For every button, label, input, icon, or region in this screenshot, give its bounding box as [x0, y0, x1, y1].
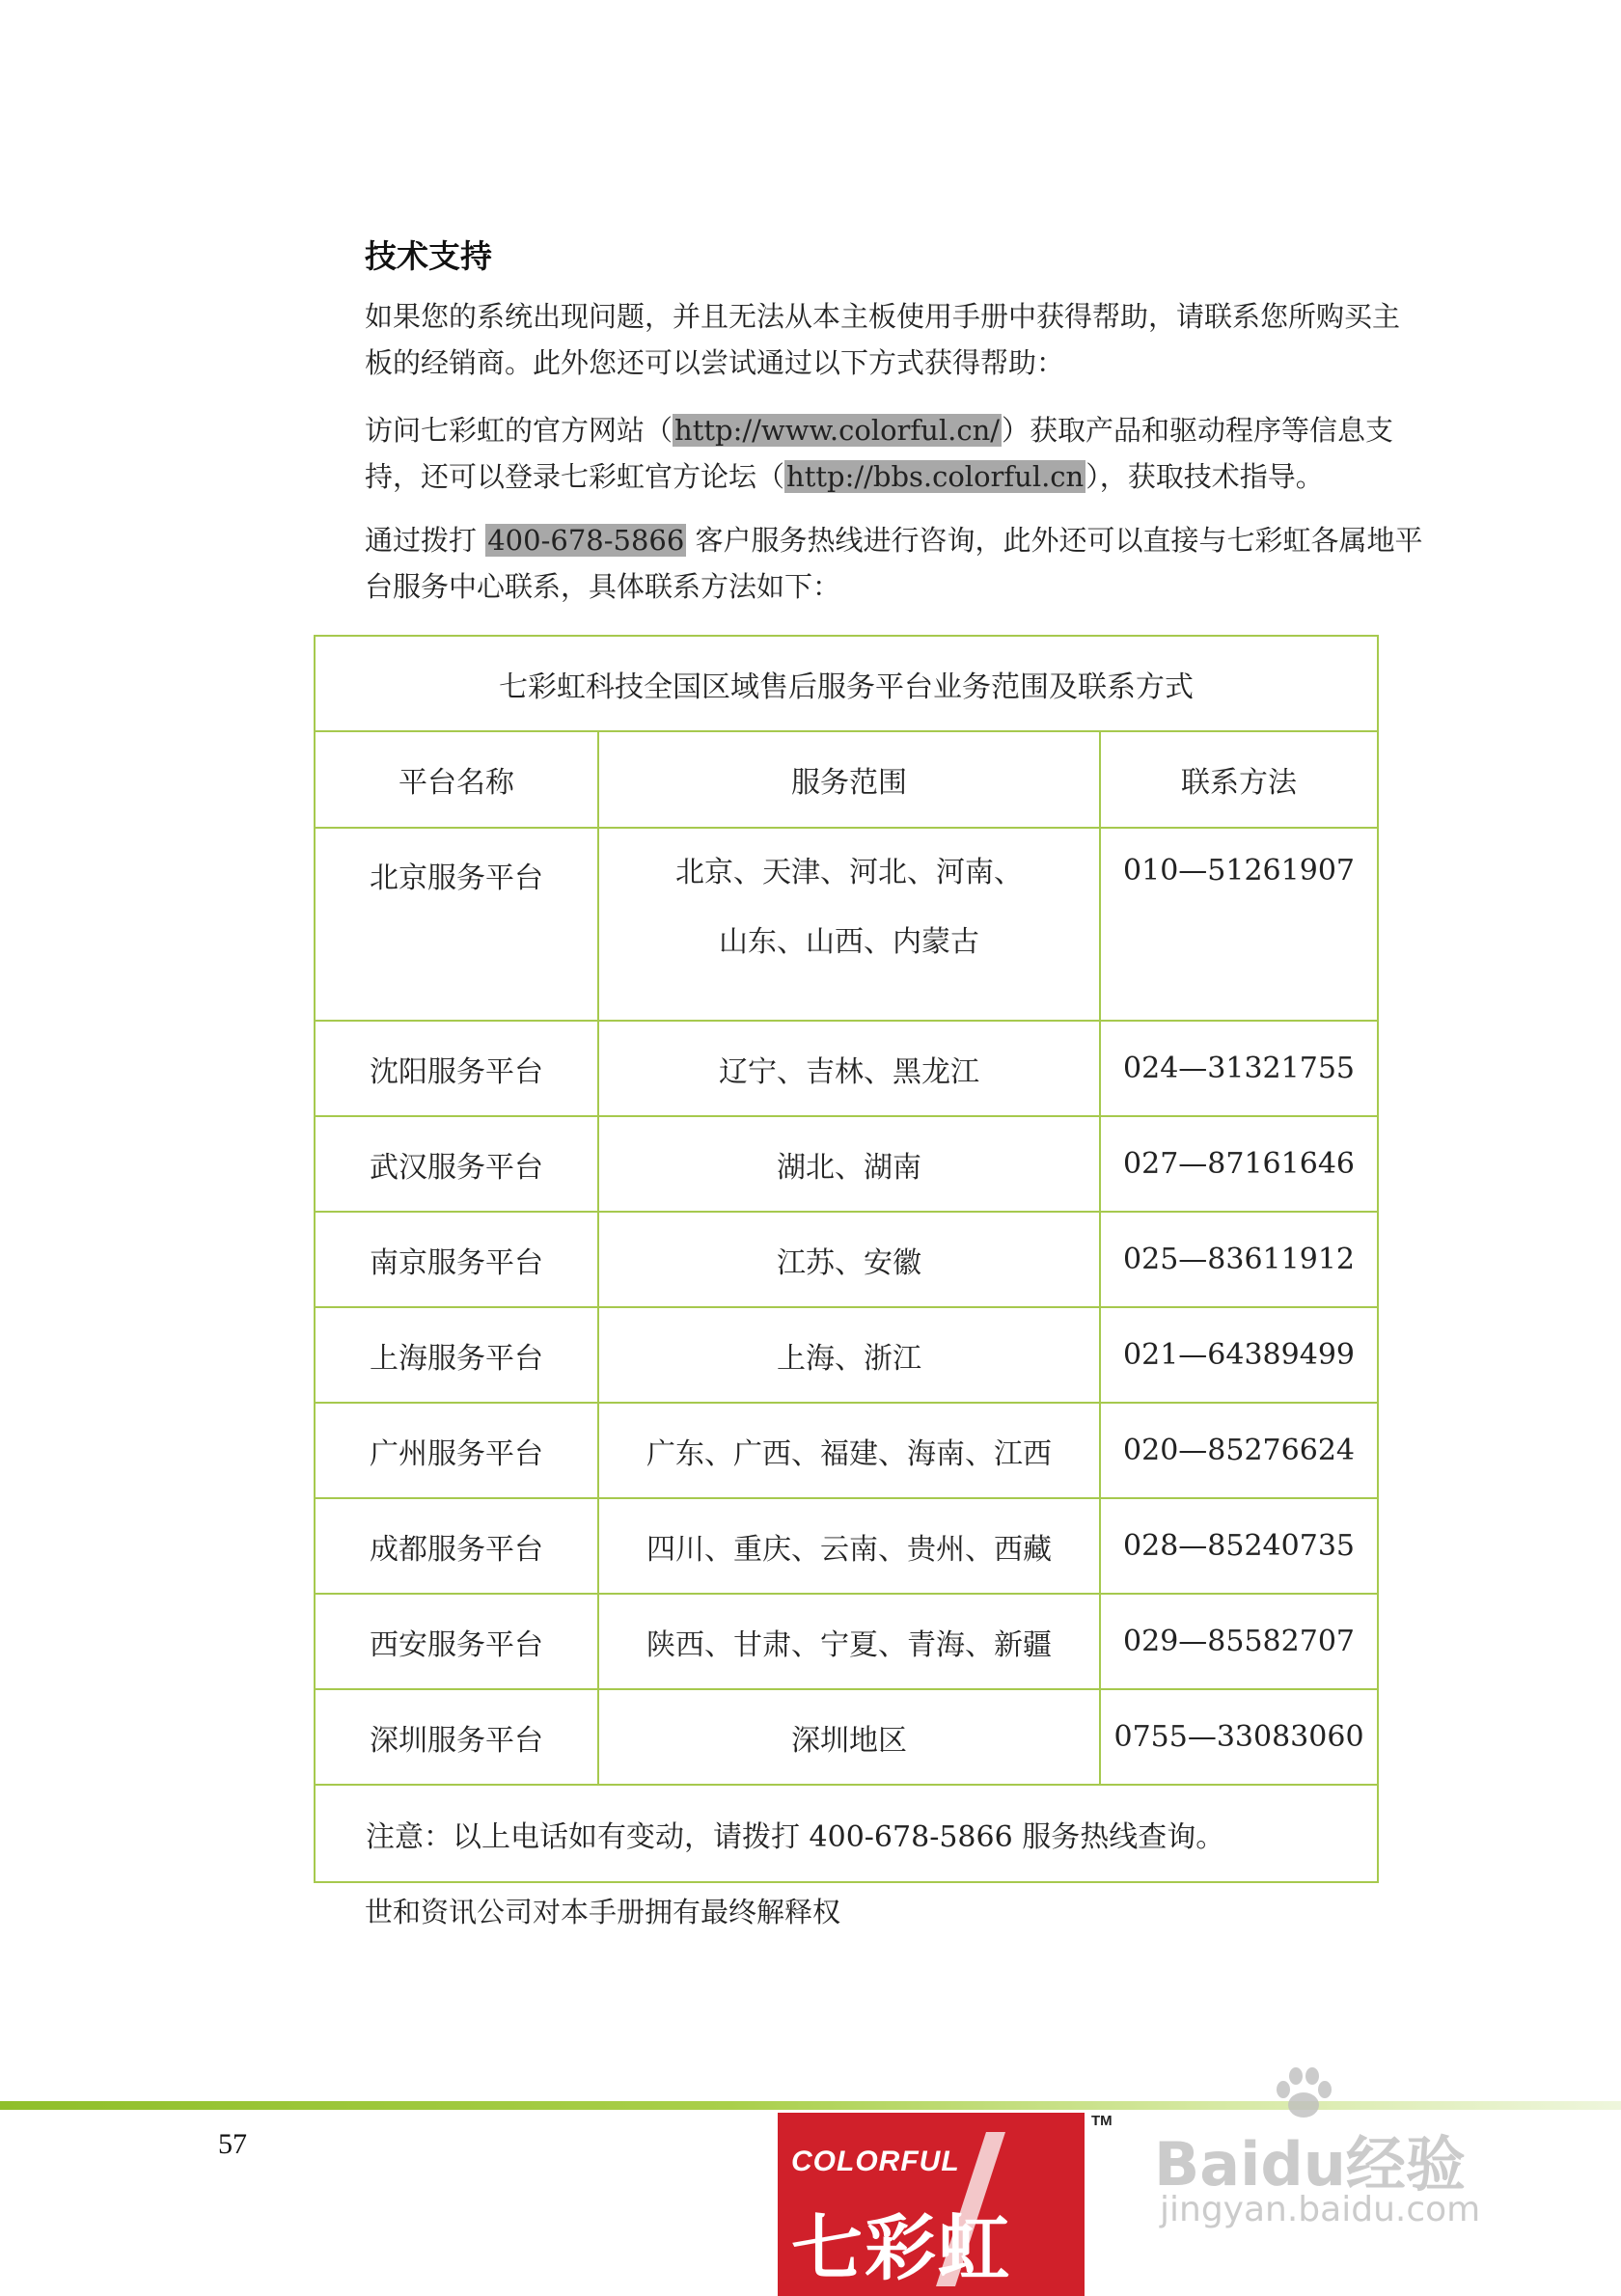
hotline-number: 400-678-5866	[487, 524, 685, 557]
contact-phone: 027—87161646	[1100, 1116, 1378, 1212]
trademark-mark: TM	[1091, 2113, 1113, 2129]
service-scope: 上海、浙江	[598, 1307, 1100, 1403]
platform-name: 西安服务平台	[315, 1594, 598, 1689]
intro-paragraph: 如果您的系统出现问题，并且无法从本主板使用手册中获得帮助，请联系您所购买主板的经销商。此外您还可以尝试通过以下方式获得帮助：	[365, 300, 1401, 379]
table-row	[315, 1212, 1378, 1307]
paw-icon	[1270, 2064, 1337, 2122]
service-scope: 广东、广西、福建、海南、江西	[598, 1403, 1100, 1498]
table-row	[315, 1403, 1378, 1498]
service-scope-line: 山东、山西、内蒙古	[719, 925, 979, 959]
contact-phone: 028—85240735	[1100, 1498, 1378, 1594]
contact-phone: 021—64389499	[1100, 1307, 1378, 1403]
section-title: 技术支持	[365, 237, 492, 275]
platform-name: 深圳服务平台	[315, 1689, 598, 1785]
contact-phone: 010—51261907	[1100, 828, 1378, 1021]
platform-name: 成都服务平台	[315, 1498, 598, 1594]
service-scope	[598, 828, 1100, 1021]
service-scope: 深圳地区	[598, 1689, 1100, 1785]
table-row	[315, 1116, 1378, 1212]
contact-phone: 0755—33083060	[1100, 1689, 1378, 1785]
contact-phone: 020—85276624	[1100, 1403, 1378, 1498]
table-row	[315, 1307, 1378, 1403]
contact-phone: 024—31321755	[1100, 1021, 1378, 1116]
service-scope-line: 北京、天津、河北、河南、	[675, 856, 1023, 889]
table-title: 七彩虹科技全国区域售后服务平台业务范围及联系方式	[315, 636, 1378, 731]
header-contact: 联系方法	[1100, 731, 1378, 828]
service-scope: 四川、重庆、云南、贵州、西藏	[598, 1498, 1100, 1594]
service-platform-table	[314, 635, 1379, 1883]
logo-chinese: 七彩虹	[791, 2207, 1011, 2290]
table-row	[315, 1021, 1378, 1116]
platform-name: 广州服务平台	[315, 1403, 598, 1498]
service-scope: 湖北、湖南	[598, 1116, 1100, 1212]
colorful-logo	[778, 2113, 1085, 2296]
hotline-text-before: 通过拨打	[365, 524, 486, 557]
copyright-note: 世和资讯公司对本手册拥有最终解释权	[365, 1896, 841, 1928]
platform-name: 武汉服务平台	[315, 1116, 598, 1212]
official-site-link[interactable]: http://www.colorful.cn/	[674, 414, 1001, 447]
platform-name: 上海服务平台	[315, 1307, 598, 1403]
platform-name: 北京服务平台	[315, 828, 598, 1021]
hotline-paragraph	[365, 517, 1426, 610]
website-text-middle: ）获取产品和驱动程序等信息支持，还可以登录七彩虹官方论坛（	[365, 414, 1394, 493]
table-row	[315, 1498, 1378, 1594]
table-row	[315, 1689, 1378, 1785]
table-row	[315, 1594, 1378, 1689]
website-text-before: 访问七彩虹的官方网站（	[365, 414, 673, 447]
website-paragraph	[365, 407, 1426, 500]
platform-name: 南京服务平台	[315, 1212, 598, 1307]
forum-link[interactable]: http://bbs.colorful.cn	[786, 460, 1085, 493]
contact-phone: 029—85582707	[1100, 1594, 1378, 1689]
watermark-title: Baidu经验	[1154, 2129, 1466, 2200]
service-scope: 陕西、甘肃、宁夏、青海、新疆	[598, 1594, 1100, 1689]
baidu-watermark	[1154, 2064, 1559, 2248]
table-row	[315, 828, 1378, 1021]
service-scope: 江苏、安徽	[598, 1212, 1100, 1307]
service-scope: 辽宁、吉林、黑龙江	[598, 1021, 1100, 1116]
table-note: 注意：以上电话如有变动，请拨打 400-678-5866 服务热线查询。	[315, 1785, 1378, 1882]
page-number: 57	[218, 2128, 247, 2160]
header-platform-name: 平台名称	[315, 731, 598, 828]
hotline-text-after: 客户服务热线进行咨询，此外还可以直接与七彩虹各属地平台服务中心联系，具体联系方法如下：	[365, 524, 1423, 603]
platform-name: 沈阳服务平台	[315, 1021, 598, 1116]
logo-english: COLORFUL	[791, 2146, 960, 2177]
watermark-url: jingyan.baidu.com	[1160, 2190, 1481, 2229]
website-text-after: ），获取技术指导。	[1085, 460, 1324, 493]
contact-phone: 025—83611912	[1100, 1212, 1378, 1307]
header-service-scope: 服务范围	[598, 731, 1100, 828]
